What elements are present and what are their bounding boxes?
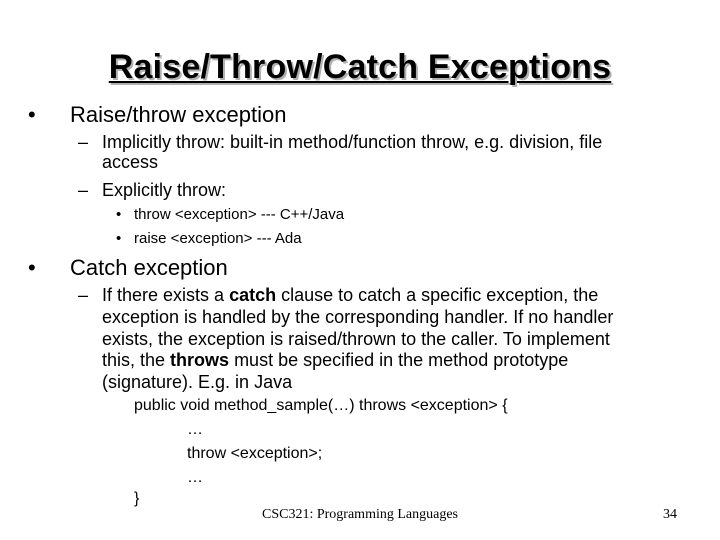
bullet-catch: Catch exception xyxy=(70,255,228,280)
code-line-signature: public void method_sample(…) throws <exception> { xyxy=(134,397,508,414)
code-line-ellipsis-2: … xyxy=(187,469,203,486)
dash-marker: – xyxy=(78,285,89,305)
catch-line4-post: must be specified in the method prototype xyxy=(229,350,569,370)
code-line-throw: throw <exception>; xyxy=(187,445,323,462)
catch-line4-pre: this, the xyxy=(102,350,171,370)
dash-marker: – xyxy=(78,132,89,152)
footer-course: CSC321: Programming Languages xyxy=(262,507,458,522)
catch-para-line1 xyxy=(102,285,598,306)
bullet-marker: • xyxy=(28,255,36,280)
catch-para-line2: exception is handled by the corresponding handler. If no handler xyxy=(102,307,614,327)
item-raise-ada: raise <exception> --- Ada xyxy=(134,230,302,247)
catch-line1-post: clause to catch a specific exception, the xyxy=(276,285,599,305)
catch-para-line3: exists, the exception is raised/thrown to the caller. To implement xyxy=(102,329,610,349)
catch-keyword: catch xyxy=(229,285,277,305)
sub-explicit: Explicitly throw: xyxy=(102,180,227,200)
catch-para-line5: (signature). E.g. in Java xyxy=(102,372,293,392)
bullet-marker: • xyxy=(28,102,36,127)
catch-line1-pre: If there exists a xyxy=(102,285,230,305)
dash-marker: – xyxy=(78,180,89,200)
sub-implicit-line2: access xyxy=(102,152,159,172)
catch-para-line4 xyxy=(102,350,568,371)
throws-keyword: throws xyxy=(170,350,230,370)
sub-implicit-line1: Implicitly throw: built-in method/function throw, e.g. division, file xyxy=(102,132,603,152)
small-bullet-marker: • xyxy=(116,230,122,247)
code-line-close-brace: } xyxy=(134,490,140,507)
code-line-ellipsis-1: … xyxy=(187,421,203,438)
item-throw-cpp-java: throw <exception> --- C++/Java xyxy=(134,206,345,223)
small-bullet-marker: • xyxy=(116,206,122,223)
page-number: 34 xyxy=(663,507,677,522)
bullet-raise-throw: Raise/throw exception xyxy=(70,102,287,127)
slide-title: Raise/Throw/Catch Exceptions xyxy=(108,48,612,86)
